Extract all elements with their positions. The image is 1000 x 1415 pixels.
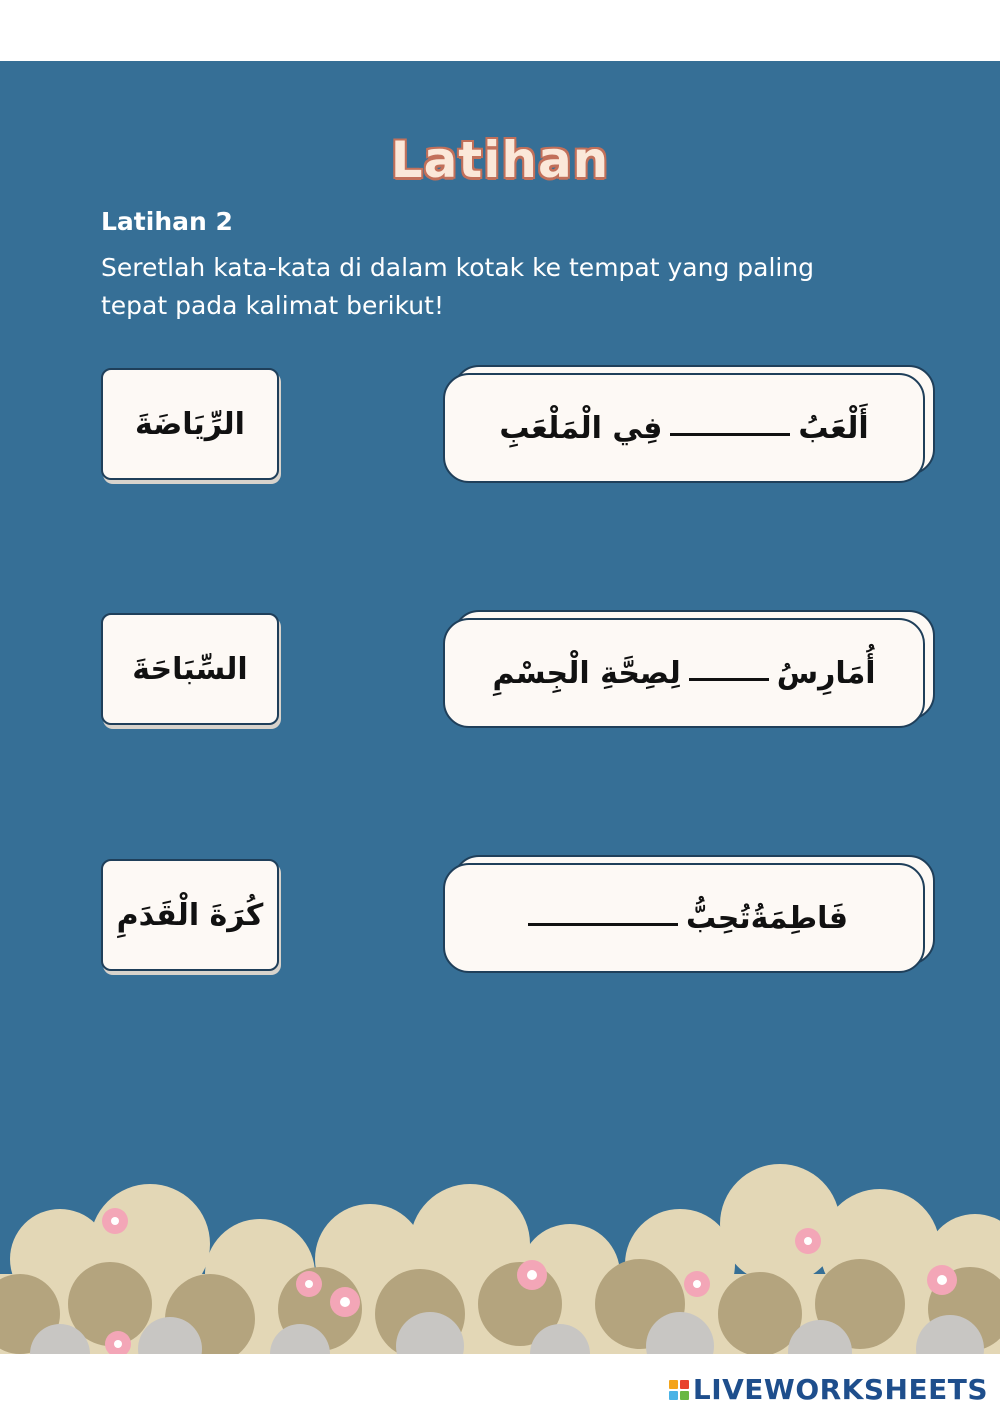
word-card-riyadah[interactable]: الرِّيَاضَةَ <box>101 368 279 480</box>
exercise-subtitle: Latihan 2 <box>101 207 233 236</box>
sentence-1-before: أَلْعَبُ <box>798 410 869 446</box>
sentence-card-1 <box>443 365 935 485</box>
sentence-3 <box>443 863 925 973</box>
page-title: Latihan <box>390 131 610 189</box>
word-card-sibahah[interactable]: السِّبَاحَةَ <box>101 613 279 725</box>
bushes-decoration <box>0 1164 1000 1354</box>
liveworksheets-logo[interactable] <box>669 1373 988 1406</box>
word-card-kurat-alqadam[interactable]: كُرَةَ الْقَدَمِ <box>101 859 279 971</box>
sentence-2-after: لِصِحَّةِ الْجِسْمِ <box>492 655 681 691</box>
sentence-1 <box>443 373 925 483</box>
sentence-1-drop-blank[interactable] <box>670 432 790 436</box>
sentence-3-drop-blank[interactable] <box>528 922 678 926</box>
sentence-3-before: فَاطِمَةُتُحِبُّ <box>685 900 849 936</box>
brand-name: LIVEWORKSHEETS <box>692 1373 988 1406</box>
liveworksheets-logo-icon <box>669 1380 689 1400</box>
instruction-text: Seretlah kata-kata di dalam kotak ke tempat yang paling tepat pada kalimat berikut! <box>101 253 815 320</box>
sentence-card-3 <box>443 855 935 975</box>
sentence-2-before: أُمَارِسُ <box>776 655 876 691</box>
sentence-2 <box>443 618 925 728</box>
worksheet-page <box>0 61 1000 1354</box>
sentence-2-drop-blank[interactable] <box>689 677 769 681</box>
sentence-1-after: فِي الْمَلْعَبِ <box>499 410 663 446</box>
sentence-card-2 <box>443 610 935 730</box>
